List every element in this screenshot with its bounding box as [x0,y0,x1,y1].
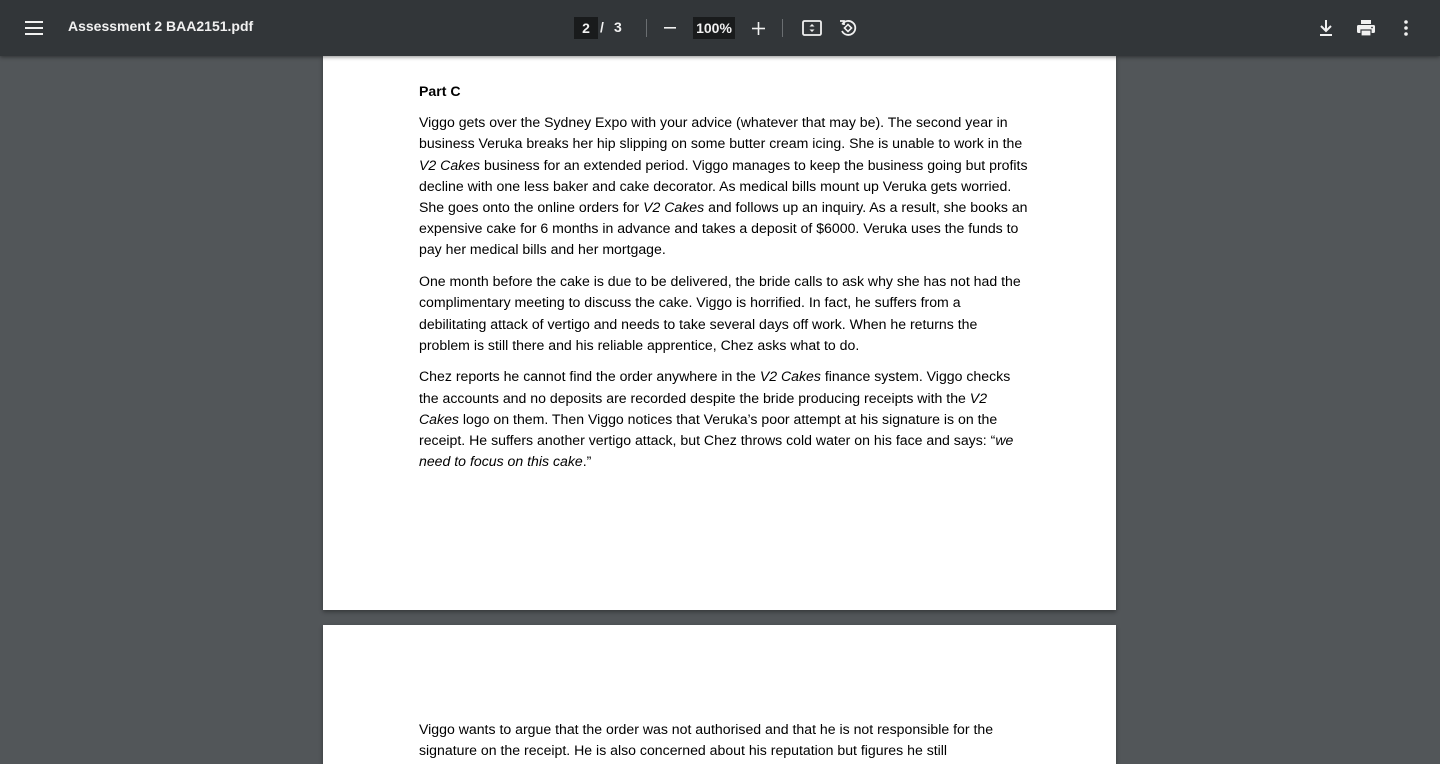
menu-icon[interactable] [14,8,54,48]
rotate-button[interactable] [834,14,862,42]
toolbar-divider [646,19,647,37]
document-title: Assessment 2 BAA2151.pdf [68,18,254,34]
rotate-icon [838,18,858,38]
more-options-button[interactable] [1392,14,1420,42]
zoom-in-button[interactable] [744,14,772,42]
zoom-level-input[interactable]: 100% [693,17,735,39]
page-number-input[interactable] [574,17,598,39]
section-heading: Part C [419,83,461,99]
pdf-page-2 [323,56,1116,610]
fit-to-page-icon [802,20,822,36]
plus-icon [752,22,765,35]
paragraph: One month before the cake is due to be delivered, the bride calls to ask why she has not had the complimentary meeting to discuss the cake. Viggo is horrified. In fact, he suffers from a debilitating attack of vertigo and needs to take several days off work. When he returns the problem is still there and his reliable apprentice, Chez asks what to do. [419,273,1021,353]
page-content [419,81,1029,483]
page-content [419,719,1029,764]
paragraph: Chez reports he cannot find the order anywhere in the V2 Cakes finance system. Viggo checks the accounts and no deposits are recorded despite the bride producing receipts with the V2 Cakes logo on them. Then Viggo notices that Veruka’s poor attempt at his signature is on the receipt. He suffers another vertigo attack, but Chez throws cold water on his face and says: “we need to focus on this cake.” [419,368,1014,470]
page-separator: / [600,19,604,35]
toolbar-divider [782,19,783,37]
zoom-out-button[interactable] [656,14,684,42]
print-button[interactable] [1352,14,1380,42]
minus-icon [664,27,676,29]
total-pages: 3 [614,19,622,35]
print-icon [1356,19,1376,37]
pdf-toolbar [0,0,1440,56]
paragraph: Viggo wants to argue that the order was not authorised and that he is not responsible for the signature on the receipt. He is also concerned about his reputation but figures he still [419,721,994,759]
pdf-viewer[interactable] [0,56,1440,764]
pdf-page-3 [323,625,1116,764]
download-button[interactable] [1312,14,1340,42]
paragraph: Viggo gets over the Sydney Expo with your advice (whatever that may be). The second year in business Veruka breaks her hip slipping on some butter cream icing. She is unable to work in the V2 Cakes business for an extended period. Viggo manages to keep the business going but profits decline with one less baker and cake decorator. As medical bills mount up Veruka gets worried. She goes onto the online orders for V2 Cakes and follows up an inquiry. As a result, she books an expensive cake for 6 months in advance and takes a deposit of $6000. Veruka uses the funds to pay her medical bills and her mortgage. [419,114,1028,258]
fit-to-page-button[interactable] [798,14,826,42]
download-icon [1318,19,1334,37]
more-vert-icon [1404,20,1408,36]
